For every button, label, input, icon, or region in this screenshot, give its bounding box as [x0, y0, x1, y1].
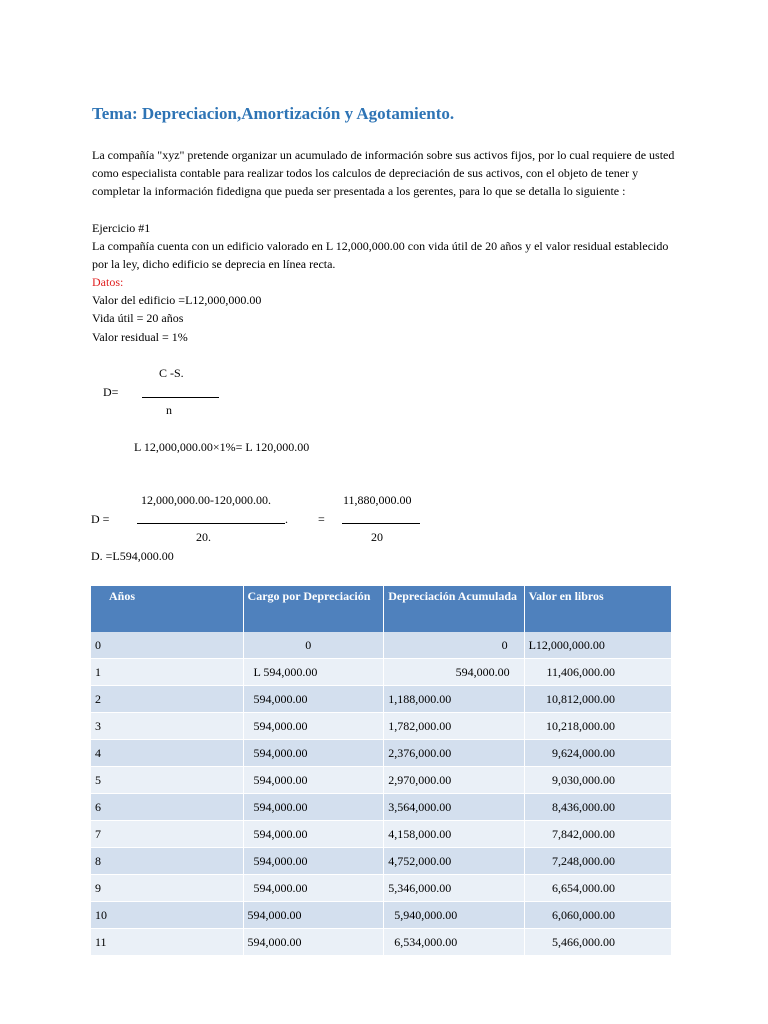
table-row: [91, 794, 672, 821]
cell-acumulada: 5,346,000.00: [384, 875, 524, 902]
cell-ano: 3: [91, 713, 243, 740]
cell-ano: 5: [91, 767, 243, 794]
cell-cargo: 594,000.00: [243, 686, 384, 713]
cell-acumulada: 1,188,000.00: [384, 686, 524, 713]
cell-acumulada: 4,158,000.00: [384, 821, 524, 848]
table-row: [91, 659, 672, 686]
table-row: [91, 632, 672, 659]
header-anos: Años: [91, 586, 243, 632]
table-row: [91, 929, 672, 956]
cell-valor-libros: 10,812,000.00: [524, 686, 671, 713]
cell-ano: 7: [91, 821, 243, 848]
table-row: [91, 848, 672, 875]
cell-cargo: 594,000.00: [243, 740, 384, 767]
cell-ano: 1: [91, 659, 243, 686]
depreciation-table: [91, 586, 672, 956]
calc-fraction-bar-2: [342, 523, 420, 524]
cell-valor-libros: 8,436,000.00: [524, 794, 671, 821]
intro-paragraph: La compañía "xyz" pretende organizar un acumulado de información sobre sus activos fijos, por lo cual requiere de usted como especialista contable para realizar todos los calculos de depreciación de sus activos, con el objeto de tener y completar la información fidedigna que pueda ser presentada a los gerentes, para lo que se detalla lo siguiente :: [92, 148, 675, 198]
cell-cargo: 594,000.00: [243, 713, 384, 740]
cell-ano: 4: [91, 740, 243, 767]
cell-cargo: L 594,000.00: [243, 659, 384, 686]
residual-calculation: L 12,000,000.00×1%= L 120,000.00: [134, 440, 310, 454]
cell-cargo: 0: [243, 632, 384, 659]
cell-valor-libros: L12,000,000.00: [524, 632, 671, 659]
cell-acumulada: 6,534,000.00: [384, 929, 524, 956]
calc-fraction-bar-1: [137, 523, 285, 524]
result-line: D. =L594,000.00: [91, 549, 174, 563]
cell-valor-libros: 6,654,000.00: [524, 875, 671, 902]
header-cargo: Cargo por Depreciación: [243, 586, 384, 632]
table-row: [91, 875, 672, 902]
cell-acumulada: 5,940,000.00: [384, 902, 524, 929]
datos-item: Valor residual = 1%: [92, 330, 188, 344]
formula-numerator: C -S.: [159, 366, 184, 380]
cell-cargo: 594,000.00: [243, 875, 384, 902]
table-row: [91, 740, 672, 767]
cell-valor-libros: 9,624,000.00: [524, 740, 671, 767]
calc-equals: =: [318, 512, 325, 526]
header-acumulada: Depreciación Acumulada: [384, 586, 524, 632]
cell-ano: 0: [91, 632, 243, 659]
cell-ano: 11: [91, 929, 243, 956]
formula-fraction-bar: [142, 397, 219, 398]
document-title: Tema: Depreciacion,Amortización y Agotamiento.: [92, 104, 455, 123]
header-valor-libros: Valor en libros: [524, 586, 671, 632]
cell-valor-libros: 7,248,000.00: [524, 848, 671, 875]
cell-acumulada: 2,970,000.00: [384, 767, 524, 794]
datos-item: Valor del edificio =L12,000,000.00: [92, 293, 262, 307]
cell-valor-libros: 9,030,000.00: [524, 767, 671, 794]
cell-valor-libros: 7,842,000.00: [524, 821, 671, 848]
table-row: [91, 821, 672, 848]
cell-cargo: 594,000.00: [243, 929, 384, 956]
table-row: [91, 902, 672, 929]
calc-numerator-2: 11,880,000.00: [343, 493, 412, 507]
cell-valor-libros: 5,466,000.00: [524, 929, 671, 956]
exercise-text: La compañía cuenta con un edificio valorado en L 12,000,000.00 con vida útil de 20 años y el valor residual establecido por la ley, dicho edificio se deprecia en línea recta.: [92, 239, 669, 271]
calc-lhs: D =: [91, 512, 110, 526]
table-header-row: [91, 586, 672, 632]
calc-denominator-1: 20.: [196, 530, 211, 544]
cell-cargo: 594,000.00: [243, 821, 384, 848]
calc-dot: .: [285, 512, 288, 526]
cell-ano: 10: [91, 902, 243, 929]
cell-ano: 2: [91, 686, 243, 713]
cell-acumulada: 594,000.00: [384, 659, 524, 686]
cell-cargo: 594,000.00: [243, 848, 384, 875]
calc-denominator-2: 20: [371, 530, 383, 544]
cell-valor-libros: 6,060,000.00: [524, 902, 671, 929]
cell-acumulada: 1,782,000.00: [384, 713, 524, 740]
cell-ano: 8: [91, 848, 243, 875]
cell-acumulada: 4,752,000.00: [384, 848, 524, 875]
exercise-label: Ejercicio #1: [92, 221, 151, 235]
formula-denominator: n: [166, 403, 172, 417]
cell-ano: 9: [91, 875, 243, 902]
table-row: [91, 767, 672, 794]
cell-ano: 6: [91, 794, 243, 821]
cell-acumulada: 2,376,000.00: [384, 740, 524, 767]
cell-valor-libros: 10,218,000.00: [524, 713, 671, 740]
datos-item: Vida útil = 20 años: [92, 311, 184, 325]
calc-numerator-1: 12,000,000.00-120,000.00.: [141, 493, 271, 507]
formula-lhs: D=: [103, 385, 119, 399]
cell-acumulada: 3,564,000.00: [384, 794, 524, 821]
table-row: [91, 686, 672, 713]
cell-cargo: 594,000.00: [243, 767, 384, 794]
table-row: [91, 713, 672, 740]
datos-label: Datos:: [92, 275, 124, 289]
cell-cargo: 594,000.00: [243, 902, 384, 929]
cell-acumulada: 0: [384, 632, 524, 659]
cell-cargo: 594,000.00: [243, 794, 384, 821]
cell-valor-libros: 11,406,000.00: [524, 659, 671, 686]
